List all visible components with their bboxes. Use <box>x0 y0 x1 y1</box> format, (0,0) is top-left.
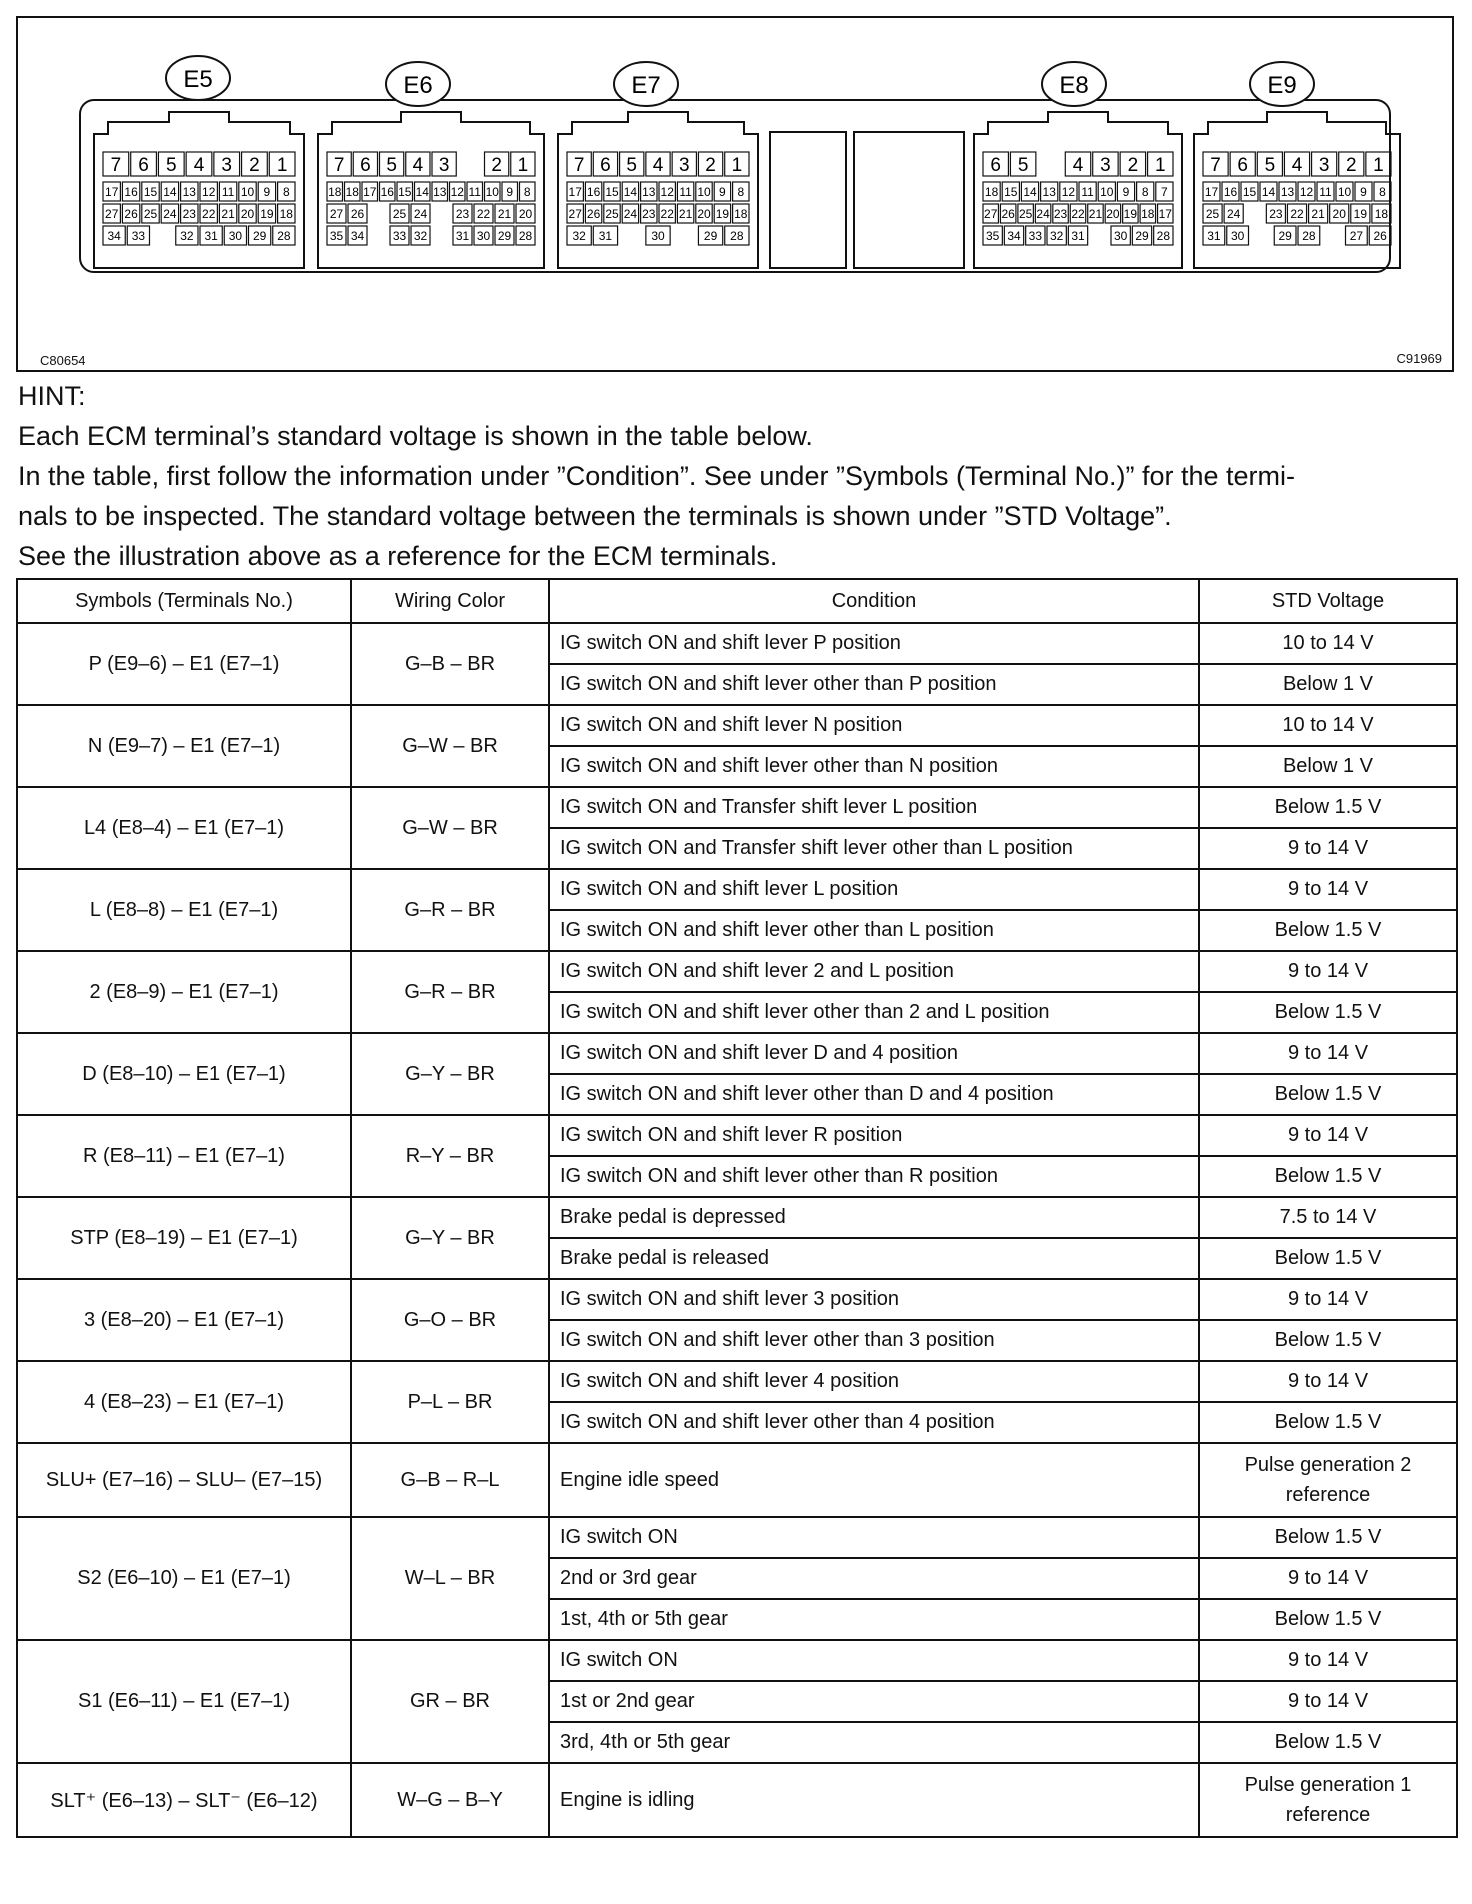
terminal-number: 17 <box>363 185 377 199</box>
std-voltage-cell: 10 to 14 V <box>1199 705 1457 746</box>
condition-cell: IG switch ON and shift lever R position <box>549 1115 1199 1156</box>
symbol-cell: 2 (E8–9) – E1 (E7–1) <box>17 951 351 1033</box>
terminal-number: 19 <box>1123 207 1138 221</box>
symbol-cell: 4 (E8–23) – E1 (E7–1) <box>17 1361 351 1443</box>
terminal-number: 18 <box>328 185 342 199</box>
terminal-number: 14 <box>1261 185 1276 199</box>
terminal-number: 29 <box>252 229 267 243</box>
table-row <box>17 1279 1457 1320</box>
terminal-number: 1 <box>276 155 288 176</box>
terminal-number: 7 <box>1210 155 1221 176</box>
terminal-number: 24 <box>1036 207 1050 221</box>
ecm-connector-illustration <box>16 16 1454 372</box>
terminal-number: 5 <box>626 155 638 176</box>
condition-cell: IG switch ON and shift lever 4 position <box>549 1361 1199 1402</box>
terminal-number: 11 <box>468 185 481 199</box>
terminal-number: 17 <box>1204 185 1219 199</box>
std-voltage-cell: 9 to 14 V <box>1199 869 1457 910</box>
terminal-number: 31 <box>204 229 218 243</box>
terminal-number: 29 <box>497 229 512 243</box>
terminal-number: 11 <box>1319 185 1332 199</box>
terminal-number: 16 <box>586 185 601 199</box>
terminal-number: 35 <box>329 229 344 243</box>
terminal-number: 25 <box>605 207 619 221</box>
terminal-number: 4 <box>412 155 424 176</box>
condition-cell: IG switch ON and shift lever N position <box>549 705 1199 746</box>
header-wiring-color: Wiring Color <box>351 579 549 623</box>
terminal-number: 2 <box>705 155 716 176</box>
terminal-number: 20 <box>1106 207 1120 221</box>
terminal-number: 29 <box>1278 229 1292 243</box>
terminal-number: 11 <box>679 185 692 199</box>
terminal-number: 34 <box>107 229 121 243</box>
terminal-number: 20 <box>240 207 255 221</box>
std-voltage-cell: Below 1.5 V <box>1199 910 1457 951</box>
terminal-number: 34 <box>1007 229 1021 243</box>
terminal-number: 23 <box>455 207 470 221</box>
terminal-number: 18 <box>279 207 293 221</box>
terminal-number: 4 <box>1291 155 1303 176</box>
wiring-color-cell: W–G – B–Y <box>351 1763 549 1837</box>
terminal-number: 26 <box>586 207 601 221</box>
terminal-number: 11 <box>1081 185 1094 199</box>
terminal-number: 23 <box>642 207 656 221</box>
terminal-number: 6 <box>600 155 611 176</box>
terminal-number: 6 <box>360 155 371 176</box>
terminal-number: 1 <box>517 155 529 176</box>
terminal-number: 20 <box>518 207 533 221</box>
terminal-number: 3 <box>221 155 233 176</box>
symbol-cell: S2 (E6–10) – E1 (E7–1) <box>17 1517 351 1640</box>
std-voltage-cell: Pulse generation 2 reference <box>1199 1443 1457 1517</box>
terminal-number: 27 <box>984 207 998 221</box>
condition-cell: IG switch ON <box>549 1517 1199 1558</box>
terminal-number: 22 <box>1071 207 1085 221</box>
terminal-number: 1 <box>1154 155 1166 176</box>
condition-cell: IG switch ON and Transfer shift lever L position <box>549 787 1199 828</box>
symbol-cell: N (E9–7) – E1 (E7–1) <box>17 705 351 787</box>
blank-panel <box>854 132 964 268</box>
terminal-number: 28 <box>1156 229 1171 243</box>
terminal-number: 5 <box>1264 155 1276 176</box>
terminal-number: 14 <box>1023 185 1037 199</box>
wiring-color-cell: G–B – BR <box>351 623 549 705</box>
wiring-color-cell: G–B – R–L <box>351 1443 549 1517</box>
std-voltage-cell: 9 to 14 V <box>1199 1115 1457 1156</box>
terminal-number: 15 <box>143 185 158 199</box>
terminal-number: 13 <box>1280 185 1295 199</box>
terminal-number: 13 <box>182 185 196 199</box>
terminal-number: 20 <box>1332 207 1346 221</box>
std-voltage-cell: 9 to 14 V <box>1199 828 1457 869</box>
terminal-number: 12 <box>660 185 674 199</box>
wiring-color-cell: G–Y – BR <box>351 1033 549 1115</box>
hint-title: HINT: <box>18 381 86 411</box>
terminal-number: 29 <box>703 229 718 243</box>
terminal-number: 8 <box>737 185 745 199</box>
condition-cell: IG switch ON and shift lever other than N position <box>549 746 1199 787</box>
symbol-cell: P (E9–6) – E1 (E7–1) <box>17 623 351 705</box>
terminal-number: 18 <box>1374 207 1389 221</box>
std-voltage-cell: 9 to 14 V <box>1199 1361 1457 1402</box>
terminal-number: 7 <box>333 155 345 176</box>
header-symbols: Symbols (Terminals No.) <box>17 579 351 623</box>
terminal-number: 28 <box>1302 229 1316 243</box>
terminal-number: 1 <box>1373 155 1384 176</box>
terminal-number: 24 <box>623 207 638 221</box>
std-voltage-cell: Below 1.5 V <box>1199 1517 1457 1558</box>
terminal-number: 28 <box>730 229 744 243</box>
terminal-number: 25 <box>392 207 407 221</box>
std-voltage-cell: Below 1.5 V <box>1199 1402 1457 1443</box>
connector-label: E5 <box>183 66 213 93</box>
terminal-number: 22 <box>660 207 674 221</box>
terminal-number: 32 <box>1049 229 1064 243</box>
terminal-number: 28 <box>518 229 533 243</box>
std-voltage-cell: Below 1.5 V <box>1199 787 1457 828</box>
terminal-number: 18 <box>734 207 748 221</box>
table-row <box>17 1763 1457 1837</box>
terminal-number: 23 <box>1269 207 1283 221</box>
header-std-voltage: STD Voltage <box>1199 579 1457 623</box>
terminal-number: 3 <box>1100 155 1111 176</box>
terminal-number: 6 <box>990 155 1002 176</box>
condition-cell: IG switch ON and shift lever other than 2 and L position <box>549 992 1199 1033</box>
terminal-number: 3 <box>438 155 450 176</box>
wiring-color-cell: P–L – BR <box>351 1361 549 1443</box>
terminal-number: 21 <box>678 207 693 221</box>
terminal-number: 23 <box>182 207 196 221</box>
condition-cell: IG switch ON and shift lever other than 4 position <box>549 1402 1199 1443</box>
condition-cell: IG switch ON and shift lever other than L position <box>549 910 1199 951</box>
terminal-number: 4 <box>652 155 664 176</box>
terminal-number: 14 <box>163 185 177 199</box>
terminal-number: 13 <box>1042 185 1056 199</box>
terminal-number: 12 <box>202 185 216 199</box>
table-row <box>17 1197 1457 1238</box>
condition-cell: Engine is idling <box>549 1763 1199 1837</box>
table-row <box>17 623 1457 664</box>
terminal-number: 15 <box>398 185 412 199</box>
terminal-number: 30 <box>228 229 243 243</box>
terminal-number: 33 <box>1028 229 1043 243</box>
connector-label: E8 <box>1059 72 1089 99</box>
condition-cell: IG switch ON and shift lever L position <box>549 869 1199 910</box>
terminal-number: 27 <box>329 207 344 221</box>
table-row <box>17 951 1457 992</box>
terminal-number: 14 <box>623 185 638 199</box>
table-row <box>17 1443 1457 1517</box>
terminal-number: 27 <box>105 207 119 221</box>
symbol-cell: STP (E8–19) – E1 (E7–1) <box>17 1197 351 1279</box>
terminal-number: 2 <box>1345 155 1357 176</box>
hint-section <box>18 376 1458 576</box>
hint-line-1: Each ECM terminal’s standard voltage is shown in the table below. <box>18 421 813 451</box>
terminal-number: 18 <box>1141 207 1155 221</box>
terminal-number: 26 <box>1373 229 1387 243</box>
terminal-number: 10 <box>485 185 499 199</box>
connector-label: E9 <box>1267 72 1297 99</box>
table-row <box>17 1033 1457 1074</box>
terminal-number: 8 <box>282 185 290 199</box>
symbol-cell: L (E8–8) – E1 (E7–1) <box>17 869 351 951</box>
terminal-number: 5 <box>1017 155 1029 176</box>
std-voltage-cell: Below 1 V <box>1199 664 1457 705</box>
terminal-number: 19 <box>260 207 274 221</box>
terminal-number: 15 <box>605 185 619 199</box>
condition-cell: IG switch ON and shift lever D and 4 position <box>549 1033 1199 1074</box>
terminal-number: 20 <box>697 207 711 221</box>
terminal-number: 21 <box>497 207 512 221</box>
terminal-number: 17 <box>568 185 582 199</box>
condition-cell: Brake pedal is released <box>549 1238 1199 1279</box>
terminal-number: 25 <box>143 207 158 221</box>
std-voltage-cell: Below 1.5 V <box>1199 1722 1457 1763</box>
terminal-number: 8 <box>523 185 531 199</box>
condition-cell: IG switch ON and shift lever other than R position <box>549 1156 1199 1197</box>
terminal-number: 30 <box>651 229 665 243</box>
wiring-color-cell: G–R – BR <box>351 951 549 1033</box>
blank-panel <box>770 132 846 268</box>
terminal-number: 2 <box>1127 155 1139 176</box>
terminal-number: 2 <box>249 155 260 176</box>
terminal-number: 24 <box>1226 207 1241 221</box>
terminal-number: 11 <box>221 185 235 199</box>
wiring-color-cell: G–W – BR <box>351 787 549 869</box>
symbol-cell: D (E8–10) – E1 (E7–1) <box>17 1033 351 1115</box>
terminal-number: 4 <box>193 155 205 176</box>
hint-line-3: nals to be inspected. The standard voltage between the terminals is shown under ”STD Voltage”. <box>18 501 1172 531</box>
terminal-number: 19 <box>715 207 730 221</box>
std-voltage-cell: 9 to 14 V <box>1199 1640 1457 1681</box>
terminal-number: 32 <box>413 229 428 243</box>
terminal-number: 8 <box>1141 185 1149 199</box>
std-voltage-cell: Below 1.5 V <box>1199 1320 1457 1361</box>
condition-cell: Engine idle speed <box>549 1443 1199 1517</box>
std-voltage-cell: Below 1.5 V <box>1199 1238 1457 1279</box>
terminal-number: 27 <box>568 207 582 221</box>
condition-cell: 1st or 2nd gear <box>549 1681 1199 1722</box>
terminal-number: 21 <box>1311 207 1325 221</box>
terminal-number: 13 <box>433 185 447 199</box>
condition-cell: 2nd or 3rd gear <box>549 1558 1199 1599</box>
terminal-number: 9 <box>1122 185 1130 199</box>
terminal-number: 27 <box>1349 229 1364 243</box>
condition-cell: IG switch ON and Transfer shift lever other than L position <box>549 828 1199 869</box>
terminal-number: 5 <box>386 155 397 176</box>
std-voltage-cell: 9 to 14 V <box>1199 1279 1457 1320</box>
terminal-number: 18 <box>984 185 999 199</box>
terminal-number: 31 <box>455 229 470 243</box>
terminal-number: 10 <box>697 185 711 199</box>
terminal-number: 24 <box>163 207 177 221</box>
table-row <box>17 1640 1457 1681</box>
terminal-number: 3 <box>1318 155 1330 176</box>
terminal-voltage-table <box>16 578 1458 1838</box>
table-body <box>17 623 1457 1837</box>
terminal-number: 5 <box>165 155 177 176</box>
condition-cell: 1st, 4th or 5th gear <box>549 1599 1199 1640</box>
terminal-number: 12 <box>1299 185 1314 199</box>
terminal-number: 9 <box>506 185 514 199</box>
terminal-number: 16 <box>124 185 138 199</box>
terminal-number: 3 <box>678 155 690 176</box>
wiring-color-cell: G–Y – BR <box>351 1197 549 1279</box>
terminal-number: 21 <box>221 207 235 221</box>
symbol-cell: L4 (E8–4) – E1 (E7–1) <box>17 787 351 869</box>
terminal-number: 24 <box>413 207 428 221</box>
terminal-number: 22 <box>202 207 216 221</box>
terminal-number: 26 <box>124 207 138 221</box>
symbol-cell: R (E8–11) – E1 (E7–1) <box>17 1115 351 1197</box>
std-voltage-cell: 10 to 14 V <box>1199 623 1457 664</box>
condition-cell: IG switch ON and shift lever other than P position <box>549 664 1199 705</box>
condition-cell: Brake pedal is depressed <box>549 1197 1199 1238</box>
terminal-number: 9 <box>1360 185 1367 199</box>
std-voltage-cell: Below 1.5 V <box>1199 1156 1457 1197</box>
terminal-number: 12 <box>450 185 464 199</box>
terminal-number: 28 <box>277 229 291 243</box>
table-row <box>17 705 1457 746</box>
terminal-number: 15 <box>1004 185 1018 199</box>
terminal-number: 13 <box>642 185 656 199</box>
wiring-color-cell: G–W – BR <box>351 705 549 787</box>
terminal-number: 4 <box>1072 155 1084 176</box>
std-voltage-cell: Pulse generation 1 reference <box>1199 1763 1457 1837</box>
std-voltage-cell: Below 1 V <box>1199 746 1457 787</box>
terminal-number: 25 <box>1018 207 1033 221</box>
wiring-color-cell: G–O – BR <box>351 1279 549 1361</box>
wiring-color-cell: R–Y – BR <box>351 1115 549 1197</box>
condition-cell: IG switch ON and shift lever 3 position <box>549 1279 1199 1320</box>
terminal-number: 31 <box>598 229 613 243</box>
symbol-cell: S1 (E6–11) – E1 (E7–1) <box>17 1640 351 1763</box>
terminal-number: 35 <box>985 229 1000 243</box>
terminal-number: 17 <box>1158 207 1172 221</box>
condition-cell: IG switch ON <box>549 1640 1199 1681</box>
terminal-number: 26 <box>1001 207 1015 221</box>
std-voltage-cell: 9 to 14 V <box>1199 1033 1457 1074</box>
terminal-number: 1 <box>731 155 743 176</box>
terminal-number: 29 <box>1135 229 1149 243</box>
terminal-number: 9 <box>719 185 726 199</box>
symbol-cell: SLT⁺ (E6–13) – SLT⁻ (E6–12) <box>17 1763 351 1837</box>
std-voltage-cell: Below 1.5 V <box>1199 1599 1457 1640</box>
terminal-number: 19 <box>1353 207 1368 221</box>
table-row <box>17 1361 1457 1402</box>
terminal-number: 33 <box>131 229 146 243</box>
terminal-number: 14 <box>415 185 429 199</box>
terminal-number: 34 <box>350 229 365 243</box>
terminal-number: 31 <box>1071 229 1085 243</box>
terminal-number: 7 <box>1161 185 1168 199</box>
std-voltage-cell: 9 to 14 V <box>1199 951 1457 992</box>
terminal-number: 7 <box>573 155 585 176</box>
terminal-number: 33 <box>392 229 407 243</box>
terminal-number: 32 <box>180 229 194 243</box>
terminal-number: 9 <box>263 185 271 199</box>
symbol-cell: 3 (E8–20) – E1 (E7–1) <box>17 1279 351 1361</box>
terminal-number: 22 <box>1290 207 1304 221</box>
terminal-number: 17 <box>105 185 119 199</box>
symbol-cell: SLU+ (E7–16) – SLU– (E7–15) <box>17 1443 351 1517</box>
terminal-number: 6 <box>1237 155 1249 176</box>
std-voltage-cell: 9 to 14 V <box>1199 1681 1457 1722</box>
terminal-number: 23 <box>1053 207 1068 221</box>
terminal-number: 8 <box>1379 185 1386 199</box>
std-voltage-cell: 9 to 14 V <box>1199 1558 1457 1599</box>
table-row <box>17 1115 1457 1156</box>
condition-cell: IG switch ON and shift lever other than D and 4 position <box>549 1074 1199 1115</box>
table-row <box>17 787 1457 828</box>
hint-line-4: See the illustration above as a reference for the ECM terminals. <box>18 541 778 571</box>
terminal-number: 6 <box>138 155 149 176</box>
terminal-number: 2 <box>491 155 502 176</box>
connector-label: E7 <box>631 72 661 99</box>
terminal-number: 7 <box>110 155 122 176</box>
wiring-color-cell: G–R – BR <box>351 869 549 951</box>
hint-line-2: In the table, first follow the information under ”Condition”. See under ”Symbols (Terminal No.)” for the termi- <box>18 461 1296 491</box>
table-row <box>17 869 1457 910</box>
terminal-number: 22 <box>476 207 491 221</box>
terminal-number: 32 <box>572 229 586 243</box>
terminal-number: 10 <box>1337 185 1352 199</box>
connector-diagram <box>18 18 1456 374</box>
terminal-number: 26 <box>350 207 365 221</box>
condition-cell: 3rd, 4th or 5th gear <box>549 1722 1199 1763</box>
terminal-number: 31 <box>1207 229 1221 243</box>
terminal-number: 10 <box>1100 185 1114 199</box>
condition-cell: IG switch ON and shift lever other than 3 position <box>549 1320 1199 1361</box>
terminal-number: 21 <box>1088 207 1103 221</box>
table-header-row <box>17 579 1457 623</box>
terminal-number: 30 <box>1113 229 1128 243</box>
terminal-number: 16 <box>380 185 394 199</box>
condition-cell: IG switch ON and shift lever P position <box>549 623 1199 664</box>
wiring-color-cell: W–L – BR <box>351 1517 549 1640</box>
header-condition: Condition <box>549 579 1199 623</box>
terminal-number: 18 <box>345 185 359 199</box>
table-row <box>17 1517 1457 1558</box>
terminal-number: 16 <box>1223 185 1238 199</box>
terminal-number: 30 <box>1230 229 1245 243</box>
terminal-number: 12 <box>1061 185 1076 199</box>
condition-cell: IG switch ON and shift lever 2 and L position <box>549 951 1199 992</box>
connector-label: E6 <box>403 72 433 99</box>
terminal-number: 25 <box>1205 207 1220 221</box>
terminal-number: 15 <box>1242 185 1257 199</box>
std-voltage-cell: Below 1.5 V <box>1199 992 1457 1033</box>
terminal-number: 10 <box>240 185 255 199</box>
terminal-number: 30 <box>476 229 491 243</box>
figure-code-left: C80654 <box>40 353 86 368</box>
figure-code-right: C91969 <box>1396 351 1442 366</box>
wiring-color-cell: GR – BR <box>351 1640 549 1763</box>
std-voltage-cell: Below 1.5 V <box>1199 1074 1457 1115</box>
std-voltage-cell: 7.5 to 14 V <box>1199 1197 1457 1238</box>
